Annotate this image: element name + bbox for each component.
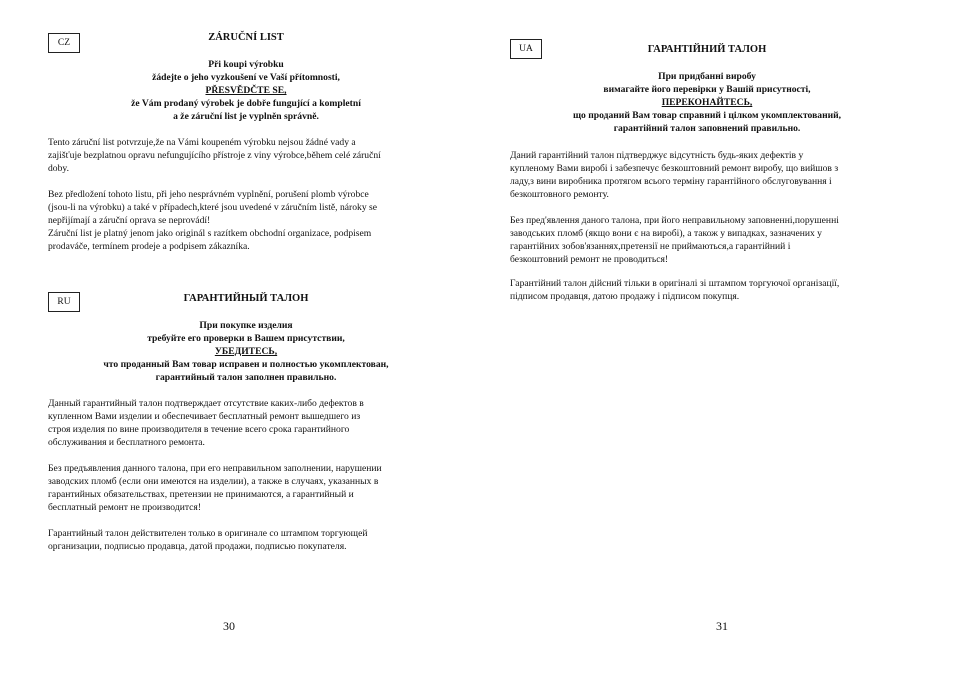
ru-headline-line: что проданный Вам товар исправен и полностью укомплектован, (103, 359, 389, 370)
ru-headline (48, 319, 444, 384)
ua-headline-line: гарантійний талон заповнений правильно. (613, 123, 801, 134)
text-line: ладу,з вини виробника протягом всього терміну гарантійного обслуговування і (510, 176, 832, 187)
cz-headline-line: PŘESVĚDČTE SE, (205, 85, 287, 96)
ua-headline-line: що проданий Вам товар справний і цілком укомплектований, (572, 110, 842, 121)
text-line: doby. (48, 163, 69, 174)
ru-title: ГАРАНТИЙНЫЙ ТАЛОН (183, 293, 309, 304)
cz-paragraph-2 (48, 188, 377, 253)
text-line: Tento záruční list potvrzuje,že na Vámi koupeném výrobku nejsou žádné vady a (48, 137, 356, 148)
ua-title: ГАРАНТІЙНИЙ ТАЛОН (647, 44, 767, 55)
text-line: Záruční list je platný jenom jako originál s razítkem obchodní organizace, podpisem (48, 228, 372, 239)
text-line: строя изделия по вине производителя в течение всего срока гарантийного (48, 424, 350, 435)
ua-headline (510, 70, 904, 135)
text-line: заводських пломб (якщо вони є на виробі), а також у випадках, зазначених у (510, 228, 822, 239)
text-line: zajišťuje bezplatnou opravu nefungujícího přístroje z viny výrobce,během celé záruční (48, 150, 381, 161)
text-line: Гарантийный талон действителен только в оригинале со штампом торгующей (48, 528, 368, 539)
cz-headline-line: že Vám prodaný výrobek je dobře fungující a kompletní (131, 98, 361, 109)
text-line: nepřijímají a záruční oprava se neprovádí! (48, 215, 211, 226)
lang-label-ru: RU (48, 292, 80, 312)
ua-paragraph-2 (510, 214, 839, 266)
page-number-right: 31 (716, 619, 728, 633)
text-line: бесплатный ремонт не производится! (48, 502, 202, 513)
text-line: заводских пломб (если они имеются на изделии), а также в случаях, указанных в (48, 476, 379, 487)
ru-paragraph-2 (48, 462, 382, 514)
text-line: купленому Вами виробі і забезпечує безкоштовний ремонт виробу, що вийшов з (510, 163, 839, 174)
text-line: Даний гарантійний талон підтверджує відсутність будь-яких дефектів у (510, 150, 804, 161)
ru-headline-line: При покупке изделия (199, 320, 293, 331)
lang-label-ua: UA (510, 39, 542, 59)
cz-title: ZÁRUČNÍ LIST (208, 32, 284, 43)
cz-headline (48, 58, 444, 123)
text-line: Без пред'явлення даного талона, при його неправильному заповненні,порушенні (510, 215, 839, 226)
ru-paragraph-3 (48, 527, 367, 553)
cz-headline-line: a že záruční list je vyplněn správně. (173, 111, 319, 122)
ua-headline-line: ПЕРЕКОНАЙТЕСЬ, (661, 97, 753, 108)
text-line: Без предъявления данного талона, при его неправильном заполнении, нарушении (48, 463, 382, 474)
ua-headline-line: вимагайте його перевірки у Вашій присутності, (603, 84, 811, 95)
text-line: Гарантійний талон дійсний тільки в оригіналі зі штампом торгуючої організації, (510, 278, 840, 289)
cz-paragraph-1 (48, 136, 381, 175)
text-line: Bez předložení tohoto listu, při jeho nesprávném vyplnění, porušení plomb výrobce (48, 189, 369, 200)
ua-headline-line: При придбанні виробу (658, 71, 756, 82)
cz-headline-line: Při koupi výrobku (208, 59, 284, 70)
ru-headline-line: требуйте его проверки в Вашем присутствии, (147, 333, 345, 344)
text-line: prodaváče, termínem prodeje a podpisem zákazníka. (48, 241, 250, 252)
ru-headline-line: УБЕДИТЕСЬ, (214, 346, 278, 357)
text-line: организации, подписью продавца, датой продажи, подписью покупателя. (48, 541, 347, 552)
text-line: безкоштовного ремонту. (510, 189, 609, 200)
text-line: купленном Вами изделии и обеспечивает бесплатный ремонт вышедшего из (48, 411, 361, 422)
page-number-left: 30 (223, 619, 235, 633)
ru-headline-line: гарантийный талон заполнен правильно. (155, 372, 337, 383)
ru-paragraph-1 (48, 397, 364, 449)
text-line: гарантийных обязательствах, претензии не принимаются, а гарантийный и (48, 489, 354, 500)
text-line: гарантійних зобов'язаннях,претензії не приймаються,а гарантійний і (510, 241, 791, 252)
text-line: безкоштовний ремонт не проводиться! (510, 254, 669, 265)
lang-label-cz: CZ (48, 33, 80, 53)
text-line: (jsou-li na výrobku) a také v případech,které jsou uvedené v záručním listě, nároky se (48, 202, 378, 213)
ua-paragraph-1 (510, 149, 838, 201)
ua-paragraph-3 (510, 277, 839, 303)
cz-headline-line: žádejte o jeho vyzkoušení ve Vaší přítomnosti, (152, 72, 340, 83)
text-line: Данный гарантийный талон подтверждает отсутствие каких-либо дефектов в (48, 398, 364, 409)
text-line: підписом продавця, датою продажу і підписом покупця. (510, 291, 740, 302)
text-line: обслуживания и бесплатного ремонта. (48, 437, 205, 448)
